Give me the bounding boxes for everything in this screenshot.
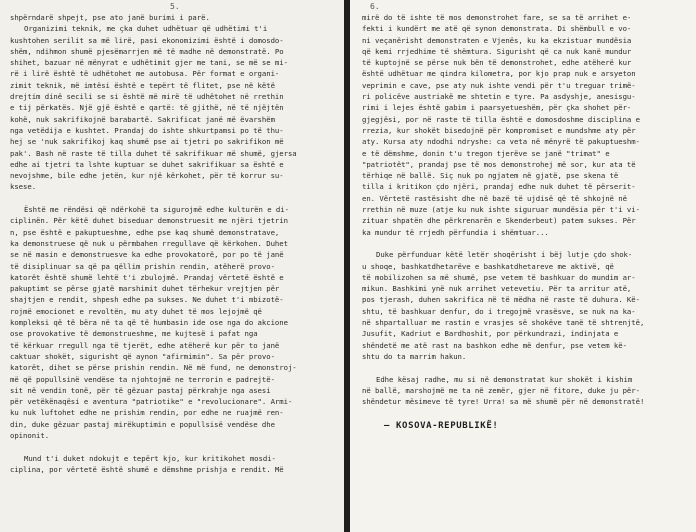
text-line: të kërkuar rregull nga të tjerët, edhe atëherë kur për to janë xyxy=(10,340,280,350)
text-line: shpërndarë shpejt, pse ato janë burimi i parë. xyxy=(10,13,210,22)
text-line: nevojshme, bile edhe jetën, kur një kërkohet, për të korrur su- xyxy=(10,171,284,181)
text-line: të disiplinuar sa që pa qëllim prishin rendin, atëherë provo- xyxy=(10,261,275,271)
text-line: rrethin në muze (atje ku nuk ishte siguruar mundësia për t'i vi- xyxy=(362,205,640,215)
text-line: rimi i lejes është gabim i paarsyetueshëm, për çka shohet për- xyxy=(362,103,632,113)
text-line: shtu, të bashkuar denfur, do i tregojmë vrasësve, se nuk na ka- xyxy=(362,306,636,316)
left-page xyxy=(0,0,344,532)
text-line: Organizimi teknik, me çka duhet udhëtuar që udhëtimi t'i xyxy=(24,24,268,34)
text-line: mirë do të ishte të mos demonstrohet fare, se sa të arrihet e- xyxy=(362,13,632,22)
text-line: Duke përfunduar këtë letër shoqërisht i bëj lutje çdo shok- xyxy=(376,250,633,260)
text-line: më që popullsinë vendëse ta njohtojmë ne terrorin e padrejtë- xyxy=(10,374,275,384)
text-line: ka demonstruese që nuk u përmbahen rregullave që kërkohen. Duhet xyxy=(10,238,288,248)
text-line: Jusufit, Kadriut e Bardhoshit, por përkundrazi, indinjata e xyxy=(362,329,619,339)
text-line: shihet, bazuar në mënyrat e udhëtimit gjer me tani, se më se mi- xyxy=(10,58,288,68)
page-number: 6. xyxy=(370,2,380,11)
text-line: që kemi rrjedhime të shëmtura. Sigurisht që ca nuk kanë mundur xyxy=(362,46,632,56)
paragraph-gap xyxy=(362,362,688,373)
text-line: shëndetë me atë rast na bashkon edhe më denfur, pse vetem kë- xyxy=(362,340,627,350)
right-page xyxy=(350,0,696,532)
text-line: rrezia, kur shokët bisedojnë për kompromiset e mundshme aty për xyxy=(362,125,636,135)
text-line: shëm, ndihmon shumë pjesëmarrjen më të madhe në demonstratë. Po xyxy=(10,46,284,56)
paragraph-gap xyxy=(10,441,336,452)
text-line: ksese. xyxy=(10,182,37,192)
text-line: n, pse është e pakuptueshme, edhe pse kaq shumë demonstratave, xyxy=(10,227,280,237)
text-line: në shpartalluar me rastin e vrasjes së shokëve tanë të shtrenjtë, xyxy=(362,318,645,328)
text-line: en. Vërtetë rastësisht dhe në bazë të ujdisë që të shkojnë në xyxy=(362,193,627,203)
text-line: pakuptimt se përse gjatë marshimit duhet tërhekur vrejtjen për xyxy=(10,284,280,294)
text-line: zituar shpatën dhe përkrenarën e Skenderbeut) patem sukses. Për xyxy=(362,216,636,226)
page-number: 5. xyxy=(170,2,180,11)
paragraph-gap xyxy=(362,238,688,249)
text-line: drejtim dinë secili se si është më mirë të udhëtohet në rrethin xyxy=(10,92,284,102)
text-line: gjegjësi, por në raste të tilla është e domosdoshme disciplina e xyxy=(362,114,640,124)
text-line: të mobilizohen sa më shumë, pse vetem të bashkuar do mundim ar- xyxy=(362,272,636,282)
text-line: u shoqe, bashkatdhetarëve e bashkatdhetareve me aktivë, që xyxy=(362,261,614,271)
text-line: opinonit. xyxy=(10,430,50,440)
text-line: Mund t'i duket ndokujt e tepërt kjo, kur kritikohet mosdi- xyxy=(24,453,276,463)
text-line: edhe ai tjetri ta lshte kuptuar se duhet sakrifikuar sa është e xyxy=(10,159,284,169)
text-line: ose provokative të demonstrueshme, me kujtesë i pafat nga xyxy=(10,329,258,339)
closing-slogan: — KOSOVA-REPUBLIKË! xyxy=(384,421,499,432)
text-line: veprimin e cave, pse aty nuk ishte vendi për t'u treguar trimë- xyxy=(362,80,636,90)
text-line: e tij përkatës. Një gjë është e qartë: të gjithë, në të njëjtën xyxy=(10,103,284,113)
text-line: rojmë emocionet e revoltën, mu aty duhet të mos lejojmë që xyxy=(10,306,262,316)
text-line: kohë, nuk sakrifikojnë barabartë. Sakrificat janë më ëvarshëm xyxy=(10,114,275,124)
left-page-text xyxy=(10,12,336,475)
text-line: pos tjerash, duhen sakrifica në të mëdha në raste të duhura. Kë- xyxy=(362,295,640,305)
text-line: kushtohen serilit sa më lirë, pasi ekonomizimi është i domosdo- xyxy=(10,35,284,45)
text-line: është udhëtuar me qindra kilometra, por kjo prap nuk e arsyeton xyxy=(362,69,636,79)
text-line: nga vetëdija e kushtet. Prandaj do ishte shkurtpamsi po të thu- xyxy=(10,125,284,135)
paragraph-gap xyxy=(10,193,336,204)
text-line: Edhe kësaj radhe, mu si në demonstratat kur shokët i kishim xyxy=(376,374,633,384)
text-line: shtu do ta marrim hakun. xyxy=(362,351,467,361)
text-line: se në masin e demonstruesve ka edhe provokatorë, por po të janë xyxy=(10,250,284,260)
text-line: ku nuk luftohet edhe ne prishim rendin, por edhe ne ruajmë ren- xyxy=(10,408,284,418)
text-line: tilla i kritikon çdo njëri, prandaj edhe nuk duhet të përserit- xyxy=(362,182,636,192)
text-line: shajtjen e rendit, shpesh edhe pa sukses. Ne duhet t'i mbizotë- xyxy=(10,295,284,305)
text-line: në ballë, marshojmë me ta në zemër, gjer në fitore, duke ju për- xyxy=(362,385,640,395)
text-line: rë i lirë është të udhëtohet me autobusa. Për format e organi- xyxy=(10,69,280,79)
text-line: caktuar shokët, sigurisht që aynon "afirmimin". Sa për provo- xyxy=(10,351,275,361)
text-line: zimit teknik, më imtësi është e tepërt të flitet, pse në këtë xyxy=(10,80,275,90)
text-line: mikun. Bashkimi ynë nuk arrihet vetevetiu. Për ta arritur atë, xyxy=(362,284,632,294)
text-line: e të dëmshme, donin t'u tregon tjerëve se janë "trimat" e xyxy=(362,148,610,158)
text-line: hej se 'nuk sakrifikoj kaq shumë pse ai tjetri po sakrifikon më xyxy=(10,137,284,147)
text-line: ka mundur të rrjedh përfundia i shëmtuar... xyxy=(362,227,549,237)
text-line: kompleksi që të bëra në ta që të humbasin ide ose nga do akcione xyxy=(10,318,288,328)
text-line: din, duke gëzuar pastaj mirëkuptimin e popullsisë vendëse dhe xyxy=(10,419,275,429)
text-line: për vetëkënaqësi e aventura "patriotike" e "revolucionare". Armi- xyxy=(10,397,293,407)
text-line: katorët është shumë lehtë t'i zbulojmë. Prandaj vërtetë është e xyxy=(10,272,284,282)
text-line: të kuptojnë se përse nuk bën të demonstrohet, edhe atëherë kur xyxy=(362,58,632,68)
text-line: ni veçanërisht demonstraten e Vjenës, ku ka ekzistuar mundësia xyxy=(362,35,632,45)
text-line: tërhiqe në ballë. Siç nuk po ngjatem në gjatë, pse skena të xyxy=(362,171,619,181)
text-line: ciplina, por vërtetë është shumë e dëmshme prishja e rendit. Më xyxy=(10,464,284,474)
text-line: Është me rëndësi që ndërkohë ta sigurojmë edhe kulturën e di- xyxy=(24,205,289,215)
right-page-text xyxy=(362,12,688,407)
text-line: katorët, dihet se përse prishin rendin. Në më fund, ne demonstroj- xyxy=(10,363,297,373)
text-line: sit në vendin tonë, për të gëzuar pastaj përkrahje nga asesi xyxy=(10,385,271,395)
text-line: fekti i kundërt me atë që synon demonstrata. Di shëmbull e vo- xyxy=(362,24,632,34)
text-line: ciplinën. Për këtë duhet biseduar demonstruesit me njëri tjetrin xyxy=(10,216,288,226)
text-line: "patriotët", prandaj pse të mos demonstrohej më sor, kur ata të xyxy=(362,159,636,169)
text-line: ri policëve austriakë me shtetin e tyre. Pa asdyshje, anesisgu- xyxy=(362,92,636,102)
text-line: shëndetur mësimeve të tyre! Urra! sa më shumë për në demonstratë! xyxy=(362,397,645,407)
text-line: aty. Kursa aty ndodhi ndryshe: ca veta në mënyrë të pakuptueshm- xyxy=(362,137,640,147)
text-line: pak'. Bash në raste të tilla duhet të sakrifikuar më shumë, gjersa xyxy=(10,148,297,158)
